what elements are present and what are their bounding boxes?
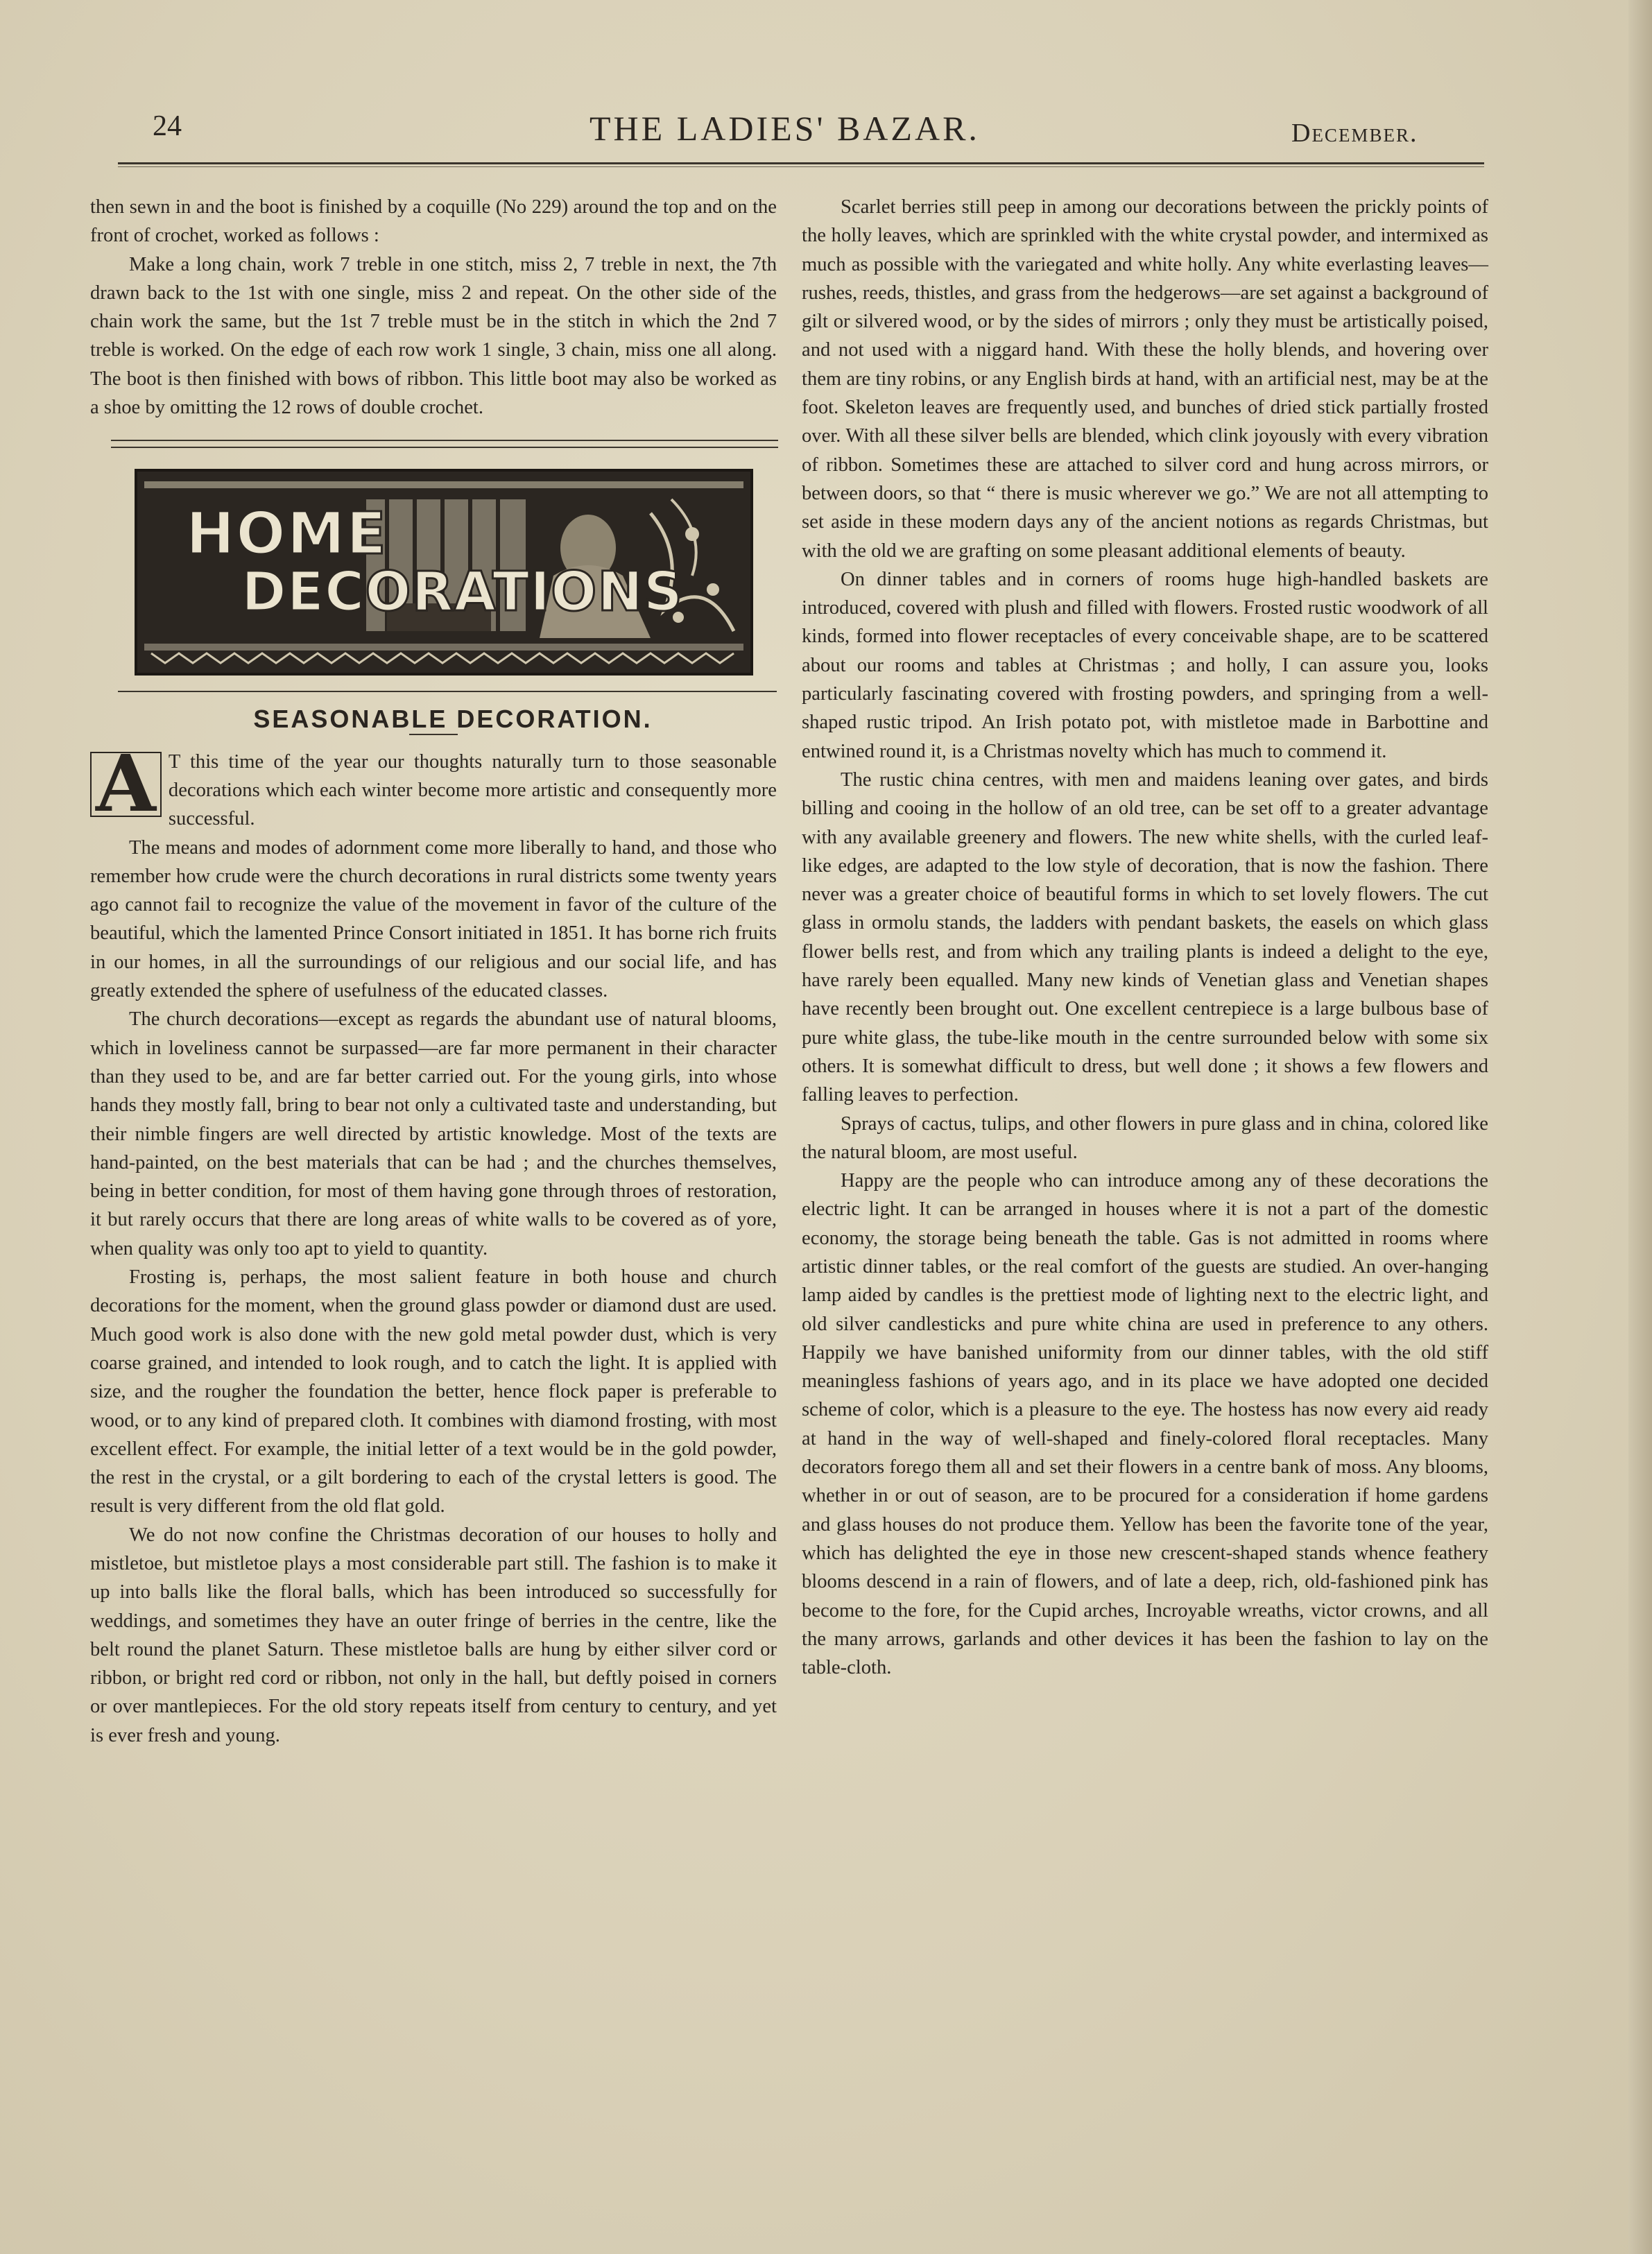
- page-edge: [1628, 0, 1652, 2254]
- paragraph: We do not now confine the Christmas decoration of our houses to holly and mistletoe, but mistletoe plays a most considerable part still. The fashion is to make it up into balls like the floral balls, which has been introduced so successfully for weddings, and sometimes they have an outer fringe of berries in the centre, like the belt round the planet Saturn. These mistletoe balls are hung by either silver cord or ribbon, or bright red cord or ribbon, not only in the hall, but deftly poised in corners or over mantlepieces. For the old story repeats itself from century to century, and yet is ever fresh and young.: [90, 1524, 777, 1746]
- banner-text-decorations: DECORATIONS: [241, 561, 683, 624]
- paragraph: The church decorations—except as regards the abundant use of natural blooms, which in loveliness cannot be surpassed—are far more permanent in their character than they used to be, and are far better carried out. For the young girls, into whose hands they mostly fall, bring to bear not only a cultivated taste and understanding, but their nimble fingers are well directed by artistic knowledge. Most of the texts are hand-painted, on the best materials that can be had ; and the churches themselves, being in better condition, for most of them having gone through throes of restoration, it but rarely occurs that there are long areas of white walls to be covered as of yore, when quality was only too apt to yield to quantity.: [90, 1008, 777, 1259]
- section-divider: [118, 691, 777, 692]
- paragraph: then sewn in and the boot is finished by a coquille (No 229) around the top and on the front of crochet, worked as follows :: [90, 196, 777, 247]
- paragraph: The rustic china centres, with men and maidens leaning over gates, and birds billing and cooing in the hollow of an old tree, can be set off to a greater advantage with any available greenery and flowers. The new white shells, with the curled leaf-like edges, are adapted to the low style of decoration, that is now the fashion. There never was a greater choice of beautiful forms in which to set lovely flowers. The cut glass in ormolu stands, the ladders with pendant baskets, the easels on which glass flower bells rest, and from which any trailing plants is indeed a delight to the eye, have rarely been equalled. Many new kinds of Venetian glass and Venetian shapes have recently been brought out. One excellent centrepiece is a large bulbous base of pure white glass, the tube-like mouth in the centre surrounded below with some six others. It is somewhat difficult to dress, but well done ; it shows a few flowers and falling leaves to perfection.: [802, 768, 1488, 1106]
- first-paragraph-text: T this time of the year our thoughts naturally turn to those seasonable decorations which each winter become more artistic and consequently more successful.: [168, 750, 777, 830]
- paragraph: Happy are the people who can introduce among any of these decorations the electric light. It can be arranged in houses where it is not a part of the domestic economy, the storage being beneath the table. Gas is not admitted in rooms where artistic dinner tables, or the real comfort of the guests are studied. An over-hanging lamp aided by candles is the prettiest mode of lighting next to the electric light, and old silver candlesticks and pure white china are used in preference to any others. Happily we have banished uniformity from our dinner tables, with the old stiff meaningless fashions of years ago, and in its place we have adopted one decided scheme of color, which is a pleasure to the eye. The hostess has now every aid ready at hand in the way of well-shaped and finely-colored floral receptacles. Many decorators forego them all and set their flowers in a centre bank of moss. Any blooms, whether in or out of season, are to be procured for a consideration if home gardens and glass houses do not produce them. Yellow has been the favorite tone of the year, which has delighted the eye in those new crescent-shaped stands whence feathery blooms descend in a rain of flowers, and of late a deep, rich, old-fashioned pink has become to the fore, for the Cupid arches, Incroyable wreaths, victor crowns, and all the many arrows, garlands and other devices it has been the fashion to lay on the table-cloth.: [802, 1170, 1488, 1679]
- issue-month: December.: [1291, 119, 1418, 148]
- drop-cap: A: [90, 752, 162, 817]
- page-number: 24: [153, 110, 182, 142]
- paragraph: On dinner tables and in corners of rooms huge high-handled baskets are introduced, covered with plush and filled with flowers. Frosted rustic woodwork of all kinds, formed into flower receptacles of every conceivable shape, are to be scattered about our rooms and tables at Christmas ; and holly, I can assure you, looks particularly fascinating covered with frosting powders, and springing from a well-shaped rustic tripod. An Irish potato pot, with mistletoe made in Barbottine and entwined round it, is a Christmas novelty which has much to commend it.: [802, 568, 1488, 762]
- banner-text-home: HOME: [186, 499, 388, 568]
- paragraph: Sprays of cactus, tulips, and other flowers in pure glass and in china, colored like the natural bloom, are most useful.: [802, 1112, 1488, 1163]
- paragraph: Scarlet berries still peep in among our decorations between the prickly points of the holly leaves, which are sprinkled with the white crystal powder, and intermixed as much as possible with the variegated and white holly. Any white everlasting leaves—rushes, reeds, thistles, and grass from the hedgerows—are set against a background of gilt or silvered wood, or by the sides of mirrors ; only they must be artistically poised, and not used with a niggard hand. With these the holly blends, and hovering over them are tiny robins, or any English birds at hand, with an artificial nest, may be at the foot. Skeleton leaves are frequently used, and bunches of dried stick partially frosted over. With all these silver bells are blended, which clink joyously with every vibration of ribbon. Sometimes these are attached to silver cord and hung across mirrors, or between doors, so that “ there is music wherever we go.” We are not all attempting to set aside in these modern days any of the ancient notions as regards Christmas, but with the old we are grafting on some pleasant additional elements of beauty.: [802, 196, 1488, 562]
- paragraph: Frosting is, perhaps, the most salient feature in both house and church decorations for the moment, when the ground glass powder or diamond dust are used. Much good work is also done with the new gold metal powder dust, which is very coarse grained, and intended to look rough, and to catch the light. It is applied with size, and the rougher the foundation the better, hence flock paper is preferable to wood, or to any kind of prepared cloth. It combines with diamond frosting, with most excellent effect. For example, the initial letter of a text would be in the gold powder, the rest in the crystal, or a gilt bordering to each of the crystal letters is good. The result is very different from the old flat gold.: [90, 1266, 777, 1517]
- section-divider: [111, 440, 778, 448]
- first-paragraph: [90, 738, 777, 834]
- magazine-title: THE LADIES' BAZAR.: [590, 109, 980, 148]
- home-decorations-banner: [135, 469, 753, 676]
- header-rule: [118, 162, 1484, 167]
- heading-rule: [409, 734, 458, 735]
- paragraph: The means and modes of adornment come more liberally to hand, and those who remember how crude were the church decorations in rural districts some twenty years ago cannot fail to recognize the value of the movement in favor of the culture of the beautiful, which the lamented Prince Consort initiated in 1851. It has borne rich fruits in our homes, in all the surroundings of our religious and our social life, and has greatly extended the sphere of usefulness of the educated classes.: [90, 836, 777, 1002]
- paragraph: Make a long chain, work 7 treble in one stitch, miss 2, 7 treble in next, the 7th drawn back to the 1st with one single, miss 2 and repeat. On the other side of the chain work the same, but the 1st 7 treble must be in the stitch in which the 2nd 7 treble is worked. On the edge of each row work 1 single, 3 chain, miss one all along. The boot is then finished with bows of ribbon. This little boot may also be worked as a shoe by omitting the 12 rows of double crochet.: [90, 253, 777, 419]
- left-column: [90, 193, 777, 1750]
- article-heading: SEASONABLE DECORATION.: [253, 705, 653, 734]
- right-column: [802, 193, 1488, 1682]
- banner-illustration: [137, 472, 750, 673]
